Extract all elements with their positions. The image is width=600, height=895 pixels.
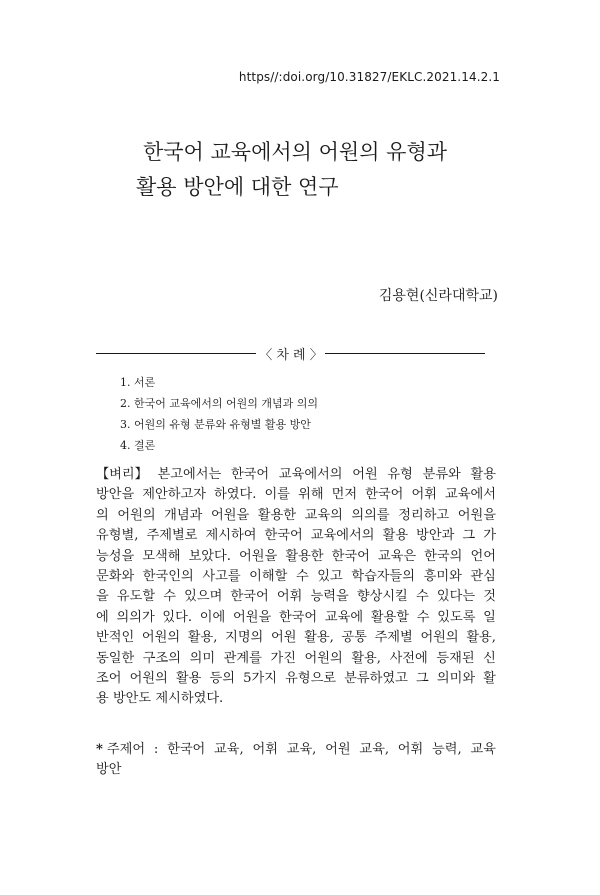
abstract-word: 먼저 — [331, 487, 358, 503]
keywords-line-2: 방안 — [96, 762, 122, 778]
abstract-word: 능력을 — [310, 589, 349, 605]
abstract-word: 활용, — [304, 630, 334, 646]
abstract-word: 어원을 — [233, 609, 272, 625]
abstract-word: 활용 — [175, 670, 202, 686]
abstract-word: 한국어 — [230, 589, 269, 605]
abstract-word: 어원의 — [141, 630, 181, 646]
abstract-word: 가진 — [270, 650, 296, 666]
abstract-word: 의 — [96, 507, 109, 523]
abstract-word: 가 — [483, 528, 496, 544]
abstract-line — [96, 689, 496, 709]
abstract-line — [96, 526, 496, 546]
keyword-word: 한국어 — [167, 742, 206, 757]
toc-item: 3. 어원의 유형 분류와 유형별 활용 방안 — [120, 418, 311, 431]
abstract-line — [96, 649, 496, 669]
abstract-word: 지명의 — [225, 630, 264, 646]
abstract-word: 활용 — [470, 467, 496, 482]
abstract-word: 사전에 — [389, 650, 428, 666]
abstract-word: 등의 — [209, 670, 235, 686]
abstract-word: 공통 — [341, 630, 367, 646]
keyword-word: 어휘 — [397, 742, 424, 757]
abstract-word: 어원 — [270, 630, 297, 646]
abstract-word: 하였다. — [214, 487, 257, 503]
abstract-word: 을 — [96, 589, 109, 605]
abstract-word: 관계를 — [223, 650, 262, 666]
abstract-word: 활용, — [466, 630, 496, 646]
abstract-word: 제안하고자 — [142, 487, 206, 503]
abstract-word: 한국어 — [264, 528, 303, 544]
abstract-word: 수 — [416, 609, 430, 625]
keyword-bullet: * — [96, 742, 103, 757]
abstract-word: 제시하였다. — [151, 691, 224, 707]
toc-item: 1. 서론 — [120, 376, 156, 389]
keywords-line-1 — [96, 740, 496, 760]
abstract-word: 이에 — [199, 609, 226, 625]
abstract-word: 등재된 — [436, 650, 475, 666]
abstract-word: 학습자들의 — [351, 568, 416, 584]
abstract-word: 어원의 — [420, 630, 459, 646]
abstract-line — [96, 587, 496, 607]
keywords-text — [107, 740, 496, 760]
abstract-word: 어원을 — [457, 507, 496, 523]
abstract-word: 본고에서는 — [157, 467, 222, 482]
abstract-line — [96, 547, 496, 567]
abstract-word: 이해할 — [249, 568, 288, 584]
abstract-line — [96, 669, 496, 689]
abstract-line — [96, 567, 496, 587]
abstract-word: 어휘 — [411, 487, 437, 503]
keywords — [96, 740, 496, 781]
abstract-word: 의의가 — [116, 609, 155, 625]
abstract-word: 활용, — [351, 650, 381, 666]
abstract-line — [96, 506, 496, 526]
abstract-word: 수 — [163, 589, 176, 605]
abstract-word: 방안과 — [416, 528, 455, 544]
abstract-word: 교육에서 — [445, 487, 496, 503]
abstract-word: 신 — [483, 650, 496, 666]
toc-heading: 〈 차 례 〉 — [259, 348, 323, 363]
abstract-word: 향상시킬 — [356, 589, 408, 605]
abstract-word: 방안도 — [108, 691, 152, 707]
abstract-word: 한국어 — [278, 609, 318, 625]
keyword-word: 주제어 — [106, 742, 146, 757]
abstract-word: 동일한 — [96, 650, 135, 666]
abstract-word: 반적인 — [96, 630, 135, 646]
abstract-word: 활용한 — [285, 548, 324, 564]
abstract-word: 어원을 — [239, 548, 278, 564]
keyword-word: 교육 — [470, 742, 496, 757]
abstract-word: 있다는 — [436, 589, 476, 605]
abstract-word: 분류와 — [422, 467, 461, 482]
paper-title-line-1: 한국어 교육에서의 어원의 유형과 — [142, 140, 448, 164]
abstract-word: 주제별로 — [146, 528, 198, 544]
keyword-word: 어원 — [325, 742, 351, 757]
keyword-word: 교육, — [214, 742, 244, 757]
abstract-word: 일 — [483, 609, 496, 625]
abstract-line — [96, 628, 496, 648]
abstract-word: 교육에서의 — [310, 528, 375, 544]
abstract-word: 활용할 — [370, 609, 410, 625]
doi-link: https//:doi.org/10.31827/EKLC.2021.14.2.1 — [238, 70, 500, 84]
toc-rule-right — [325, 353, 485, 354]
abstract-word: 능성을 — [96, 548, 135, 564]
abstract-word: 모색해 — [142, 548, 181, 564]
abstract-word: 보았다. — [188, 548, 231, 564]
abstract-word: 있고 — [317, 568, 343, 584]
abstract-word: 교육의 — [304, 507, 343, 523]
table-of-contents — [120, 376, 318, 460]
abstract-word: 의미와 — [436, 670, 476, 686]
toc-item: 2. 한국어 교육에서의 어원의 개념과 의의 — [120, 397, 318, 410]
abstract-word: 활 — [483, 670, 496, 686]
abstract-word: 활용, — [187, 630, 218, 646]
abstract-word: 한국어 — [230, 467, 270, 482]
abstract-word: 한국인의 — [142, 568, 194, 584]
abstract-word: 어원 — [352, 467, 378, 482]
abstract-word: 개념과 — [164, 507, 203, 523]
abstract-word: 그 — [462, 528, 476, 544]
abstract-word: 교육에 — [324, 609, 364, 625]
keyword-word: 어휘 — [252, 742, 278, 757]
abstract-word: 제시하여 — [205, 528, 257, 544]
abstract-word: 유형으로 — [285, 670, 337, 686]
abstract-word: 위해 — [298, 487, 324, 503]
abstract-word: 의의를 — [351, 507, 390, 523]
paper-title-line-2: 활용 방안에 대한 연구 — [136, 175, 339, 199]
abstract-word: 어원의 — [304, 650, 343, 666]
abstract-word: 【벼리】 — [96, 467, 148, 482]
abstract-word: 용 — [96, 691, 109, 707]
abstract-word: 유도할 — [116, 589, 156, 605]
abstract-word: 유형 — [387, 467, 413, 482]
keyword-word: 능력, — [432, 742, 462, 757]
abstract-word: 조어 — [96, 670, 122, 686]
abstract-word: 교육에서의 — [278, 467, 343, 482]
abstract-word: 어휘 — [276, 589, 303, 605]
abstract — [96, 465, 496, 710]
abstract-word: 있다. — [162, 609, 193, 625]
abstract-word: 에 — [96, 609, 109, 625]
abstract-word: 한국어 — [331, 548, 370, 564]
abstract-word: 분류하였고 — [344, 670, 408, 686]
abstract-word: 어원의 — [117, 507, 156, 523]
keyword-word: : — [153, 742, 159, 757]
abstract-word: 방안을 — [96, 487, 135, 503]
abstract-word: 있으며 — [184, 589, 223, 605]
abstract-word: 있도록 — [437, 609, 476, 625]
abstract-word: 그 — [415, 670, 429, 686]
abstract-line — [96, 465, 496, 485]
abstract-word: 주제별 — [374, 630, 413, 646]
abstract-word: 교육은 — [377, 548, 417, 564]
abstract-line — [96, 608, 496, 628]
keyword-word: 교육, — [359, 742, 390, 757]
toc-item: 4. 결론 — [120, 439, 156, 452]
abstract-word: 언어 — [470, 548, 496, 564]
abstract-word: 유형별, — [96, 528, 139, 544]
abstract-word: 한국의 — [424, 548, 463, 564]
abstract-word: 구조의 — [142, 650, 182, 666]
abstract-word: 것 — [483, 589, 496, 605]
abstract-word: 흥미와 — [423, 568, 462, 584]
toc-rule-left — [96, 353, 256, 354]
author-affiliation: 김용현(신라대학교) — [378, 288, 498, 304]
abstract-line — [96, 485, 496, 505]
abstract-word: 관심 — [470, 568, 496, 584]
abstract-word: 정리하고 — [398, 507, 450, 523]
abstract-word: 의미 — [189, 650, 216, 666]
abstract-word: 활용 — [382, 528, 409, 544]
abstract-word: 이를 — [264, 487, 291, 503]
abstract-word: 어원의 — [129, 670, 168, 686]
abstract-word: 수 — [415, 589, 429, 605]
abstract-word: 문화와 — [96, 568, 135, 584]
abstract-word: 사고를 — [202, 568, 241, 584]
keyword-word: 교육, — [286, 742, 317, 757]
abstract-word: 어원을 — [210, 507, 250, 523]
abstract-word: 한국어 — [365, 487, 404, 503]
abstract-word: 활용한 — [257, 507, 296, 523]
abstract-word: 5가지 — [243, 670, 277, 686]
abstract-word: 수 — [295, 568, 309, 584]
